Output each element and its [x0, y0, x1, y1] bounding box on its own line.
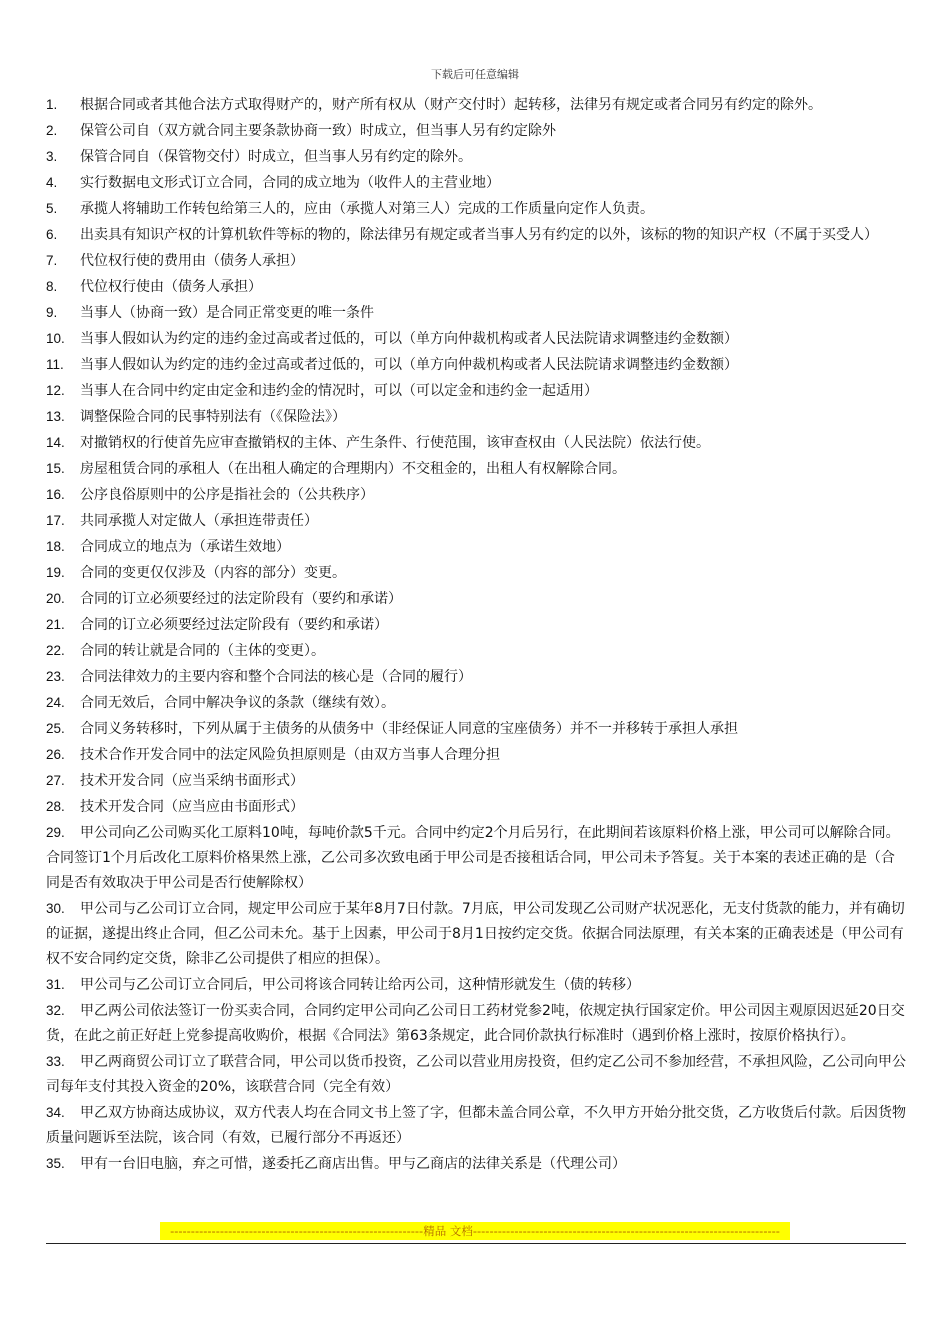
item-text: 对撤销权的行使首先应审查撤销权的主体、产生条件、行使范围，该审查权由（人民法院）依法行使。 — [80, 435, 710, 451]
item-number: 1. — [46, 97, 58, 112]
item-text: 房屋租赁合同的承租人（在出租人确定的合理期内）不交租金的，出租人有权解除合同。 — [80, 461, 626, 477]
item-text: 出卖具有知识产权的计算机软件等标的物的，除法律另有规定或者当事人另有约定的以外，该标的物的知识产权（不属于买受人） — [80, 227, 878, 243]
document-body — [46, 92, 906, 1177]
item-text: 保管公司自（双方就合同主要条款协商一致）时成立，但当事人另有约定除外 — [80, 123, 556, 139]
item-text: 合同义务转移时，下列从属于主债务的从债务中（非经保证人同意的宝座债务）并不一并移转于承担人承担 — [80, 721, 738, 737]
item-text: 合同法律效力的主要内容和整个合同法的核心是（合同的履行） — [80, 669, 472, 685]
item-number: 30. — [46, 901, 65, 916]
item-number: 2. — [46, 123, 58, 138]
list-item — [46, 586, 906, 612]
list-item — [46, 690, 906, 716]
item-number: 34. — [46, 1105, 65, 1120]
item-text: 合同无效后，合同中解决争议的条款（继续有效）。 — [80, 695, 395, 711]
item-text: 代位权行使由（债务人承担） — [80, 279, 262, 295]
item-number: 23. — [46, 669, 65, 684]
item-number: 13. — [46, 409, 65, 424]
list-item — [46, 430, 906, 456]
item-number: 24. — [46, 695, 65, 710]
footer-left-dashes: ------------------------------------------------------------- — [170, 1224, 424, 1238]
item-text: 合同的转让就是合同的（主体的变更）。 — [80, 643, 325, 659]
item-number: 21. — [46, 617, 65, 632]
item-number: 5. — [46, 201, 58, 216]
list-item — [46, 404, 906, 430]
list-item — [46, 768, 906, 794]
item-text: 实行数据电文形式订立合同，合同的成立地为（收件人的主营业地） — [80, 175, 500, 191]
item-number: 3. — [46, 149, 58, 164]
list-item — [46, 144, 906, 170]
item-number: 19. — [46, 565, 65, 580]
list-item — [46, 170, 906, 196]
list-item — [46, 326, 906, 352]
item-number: 22. — [46, 643, 65, 658]
list-item — [46, 118, 906, 144]
item-number: 9. — [46, 305, 58, 320]
list-item — [46, 742, 906, 768]
list-item — [46, 664, 906, 690]
item-text: 承揽人将辅助工作转包给第三人的，应由（承揽人对第三人）完成的工作质量向定作人负责。 — [80, 201, 654, 217]
item-text: 甲有一台旧电脑，弃之可惜，遂委托乙商店出售。甲与乙商店的法律关系是（代理公司） — [80, 1156, 626, 1172]
list-item — [46, 300, 906, 326]
list-item — [46, 716, 906, 742]
item-text: 技术开发合同（应当采纳书面形式） — [80, 773, 304, 789]
item-text: 甲乙两商贸公司订立了联营合同，甲公司以货币投资，乙公司以营业用房投资，但约定乙公司不参加经营，不承担风险，乙公司向甲公司每年支付其投入资金的20%，该联营合同（完全有效） — [46, 1054, 906, 1095]
list-item — [46, 612, 906, 638]
footer-banner — [160, 1222, 790, 1240]
list-item — [46, 222, 906, 248]
footer-divider — [46, 1243, 906, 1244]
item-number: 15. — [46, 461, 65, 476]
item-number: 33. — [46, 1054, 65, 1069]
item-number: 25. — [46, 721, 65, 736]
item-number: 11. — [46, 357, 64, 372]
list-item — [46, 896, 906, 972]
item-text: 当事人在合同中约定由定金和违约金的情况时，可以（可以定金和违约金一起适用） — [80, 383, 598, 399]
item-text: 合同的变更仅仅涉及（内容的部分）变更。 — [80, 565, 346, 581]
list-item — [46, 534, 906, 560]
list-item — [46, 794, 906, 820]
item-text: 合同的订立必须要经过法定阶段有（要约和承诺） — [80, 617, 388, 633]
footer-right-dashes: -------------------------------------------------------------------------- — [472, 1224, 780, 1238]
item-text: 根据合同或者其他合法方式取得财产的，财产所有权从（财产交付时）起转移，法律另有规定或者合同另有约定的除外。 — [80, 97, 822, 113]
item-number: 18. — [46, 539, 65, 554]
item-number: 20. — [46, 591, 65, 606]
item-number: 27. — [46, 773, 65, 788]
item-text: 技术合作开发合同中的法定风险负担原则是（由双方当事人合理分担 — [80, 747, 500, 763]
item-number: 7. — [46, 253, 58, 268]
list-item — [46, 560, 906, 586]
item-text: 甲公司与乙公司订立合同，规定甲公司应于某年8月7日付款。7月底，甲公司发现乙公司财产状况恶化，无支付货款的能力，并有确切的证据，遂提出终止合同，但乙公司未允。基于上因素，甲公司于8月1日按约定交货。依据合同法原理，有关本案的正确表述是（甲公司有权不安合同约定交货，除非乙公司提供了相应的担保）。 — [46, 901, 905, 967]
item-text: 当事人假如认为约定的违约金过高或者过低的，可以（单方向仲裁机构或者人民法院请求调整违约金数额） — [80, 357, 738, 373]
list-item — [46, 972, 906, 998]
item-text: 代位权行使的费用由（债务人承担） — [80, 253, 304, 269]
list-item — [46, 92, 906, 118]
item-number: 28. — [46, 799, 65, 814]
list-item — [46, 352, 906, 378]
item-text: 保管合同自（保管物交付）时成立，但当事人另有约定的除外。 — [80, 149, 472, 165]
item-text: 当事人假如认为约定的违约金过高或者过低的，可以（单方向仲裁机构或者人民法院请求调整违约金数额） — [80, 331, 738, 347]
item-number: 31. — [46, 977, 65, 992]
item-number: 10. — [46, 331, 65, 346]
item-number: 4. — [46, 175, 58, 190]
list-item — [46, 1151, 906, 1177]
item-text: 合同成立的地点为（承诺生效地） — [80, 539, 290, 555]
item-number: 12. — [46, 383, 65, 398]
list-item — [46, 820, 906, 896]
item-text: 公序良俗原则中的公序是指社会的（公共秩序） — [80, 487, 374, 503]
item-text: 甲公司向乙公司购买化工原料10吨，每吨价款5千元。合同中约定2个月后另行，在此期间若该原料价格上涨，甲公司可以解除合同。合同签订1个月后改化工原料价格果然上涨，乙公司多次致电函于甲公司是否接租话合同，甲公司未予答复。关于本案的表述正确的是（合同是否有效取决于甲公司是否行使解除权） — [46, 825, 900, 891]
list-item — [46, 456, 906, 482]
item-number: 32. — [46, 1003, 65, 1018]
item-text: 甲乙双方协商达成协议，双方代表人均在合同文书上签了字，但都未盖合同公章，不久甲方开始分批交货，乙方收货后付款。后因货物质量问题诉至法院，该合同（有效，已履行部分不再返还） — [46, 1105, 906, 1146]
item-text: 合同的订立必须要经过的法定阶段有（要约和承诺） — [80, 591, 402, 607]
footer-label: 精品 文档 — [423, 1224, 473, 1238]
list-item — [46, 248, 906, 274]
item-number: 29. — [46, 825, 65, 840]
item-number: 26. — [46, 747, 65, 762]
item-text: 甲乙两公司依法签订一份买卖合同，合同约定甲公司向乙公司日工药材党参2吨，依规定执行国家定价。甲公司因主观原因迟延20日交货，在此之前正好赶上党参提高收购价，根据《合同法》第63条规定，此合同价款执行标准时（遇到价格上涨时，按原价格执行）。 — [46, 1003, 905, 1044]
item-text: 调整保险合同的民事特别法有（《保险法》） — [80, 409, 346, 425]
item-text: 共同承揽人对定做人（承担连带责任） — [80, 513, 318, 529]
item-number: 16. — [46, 487, 65, 502]
list-item — [46, 638, 906, 664]
list-item — [46, 482, 906, 508]
item-number: 17. — [46, 513, 65, 528]
list-item — [46, 378, 906, 404]
item-number: 14. — [46, 435, 65, 450]
item-number: 6. — [46, 227, 58, 242]
item-text: 当事人（协商一致）是合同正常变更的唯一条件 — [80, 305, 374, 321]
item-text: 技术开发合同（应当应由书面形式） — [80, 799, 304, 815]
list-item — [46, 1049, 906, 1100]
list-item — [46, 508, 906, 534]
item-text: 甲公司与乙公司订立合同后，甲公司将该合同转让给丙公司，这种情形就发生（债的转移） — [80, 977, 640, 993]
item-number: 8. — [46, 279, 58, 294]
list-item — [46, 274, 906, 300]
page-header: 下载后可任意编辑 — [431, 68, 519, 81]
list-item — [46, 196, 906, 222]
list-item — [46, 998, 906, 1049]
list-item — [46, 1100, 906, 1151]
item-number: 35. — [46, 1156, 65, 1171]
